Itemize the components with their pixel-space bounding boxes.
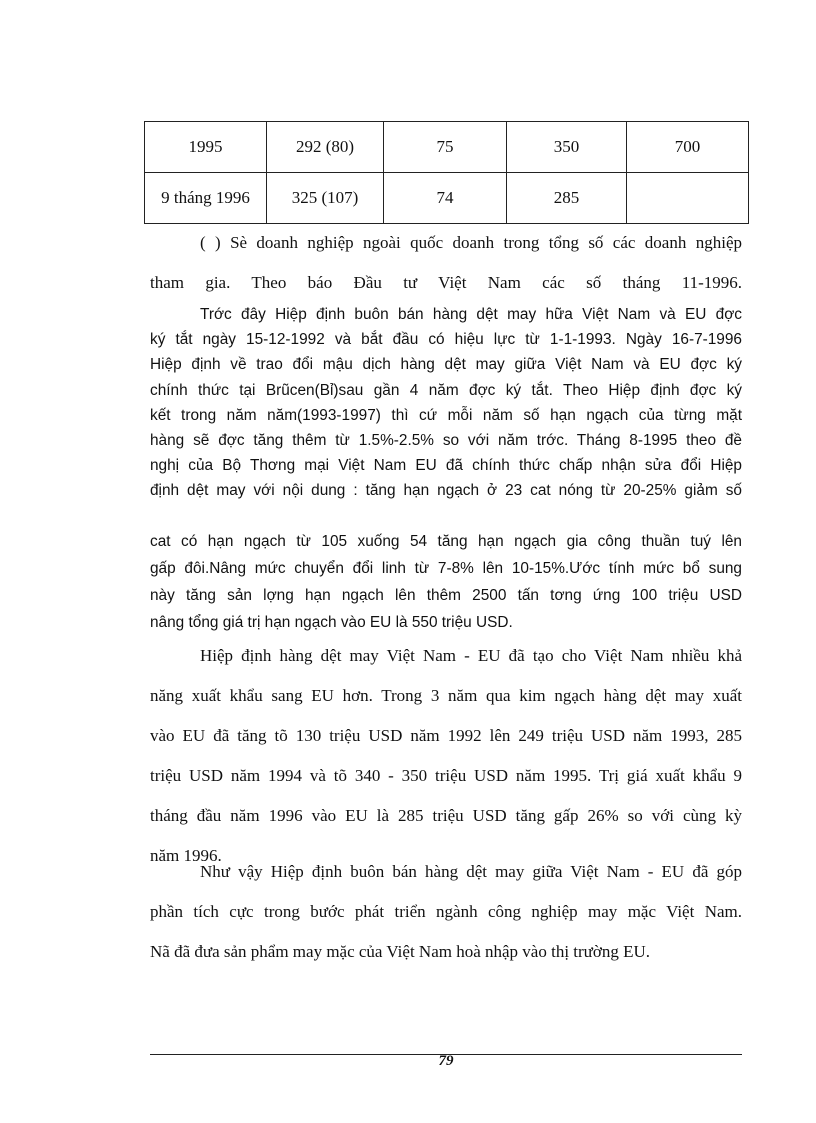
- text-line: ( ) Sè doanh nghiệp ngoài quốc doanh trong tổng số các doanh nghiệp: [200, 233, 742, 252]
- text-line: triệu USD năm 1994 và tõ 340 - 350 triệu USD năm 1995. Trị giá xuất khẩu 9: [150, 766, 742, 785]
- quota-changes-paragraph: [150, 528, 742, 636]
- text-line: Trớc đây Hiệp định buôn bán hàng dệt may hữa Việt Nam và EU đợc: [200, 306, 742, 323]
- text-line: tháng đầu năm 1996 vào EU là 285 triệu USD tăng gấp 26% so với cùng kỳ: [150, 806, 742, 825]
- export-growth-paragraph: [150, 636, 742, 876]
- table-cell: 325 (107): [267, 173, 384, 224]
- text-line: năng xuất khẩu sang EU hơn. Trong 3 năm qua kim ngạch hàng dệt may xuất: [150, 686, 742, 705]
- conclusion-paragraph: [150, 852, 742, 972]
- agreement-history-paragraph: [150, 302, 742, 504]
- text-line: gấp đôi.Nâng mức chuyển đổi linh từ 7-8% lên 10-15%.Ước tính mức bổ sung: [150, 560, 742, 577]
- table-row: [145, 122, 749, 173]
- text-line: hàng sẽ đợc tăng thêm từ 1.5%-2.5% so với năm trớc. Tháng 8-1995 theo đề: [150, 432, 742, 450]
- text-line: Hiệp định về trao đổi mậu dịch hàng dệt may giữa Việt Nam và EU đợc ký: [150, 356, 742, 374]
- text-line: định dệt may với nội dung : tăng hạn ngạch ở 23 cat nóng từ 20-25% giảm số: [150, 482, 742, 500]
- export-quota-table: [144, 121, 749, 224]
- text-line: nghị của Bộ Thơng mại Việt Nam EU đã chính thức chấp nhận sửa đổi Hiệp: [150, 457, 742, 475]
- table-cell: 74: [384, 173, 507, 224]
- text-line: năm 1996.: [150, 846, 222, 865]
- table-cell: [627, 173, 749, 224]
- table-row: [145, 173, 749, 224]
- text-line: chính thức tại Brũcen(Bỉ)sau gần 4 năm đợc ký tắt. Theo Hiệp định đợc ký: [150, 381, 742, 399]
- text-line: cat có hạn ngạch từ 105 xuống 54 tăng hạn ngạch gia công thuần tuý lên: [150, 533, 742, 550]
- page-number: 79: [438, 1053, 454, 1069]
- table-cell: 700: [627, 122, 749, 173]
- table-note: [150, 223, 742, 303]
- text-line: vào EU đã tăng tõ 130 triệu USD năm 1992 lên 249 triệu USD năm 1993, 285: [150, 726, 742, 745]
- table-cell: 292 (80): [267, 122, 384, 173]
- table-cell: 75: [384, 122, 507, 173]
- text-line: ký tắt ngày 15-12-1992 và bắt đầu có hiệu lực từ 1-1-1993. Ngày 16-7-1996: [150, 331, 742, 349]
- table-cell: 1995: [145, 122, 267, 173]
- table-cell: 9 tháng 1996: [145, 173, 267, 224]
- table-cell: 285: [507, 173, 627, 224]
- text-line: Nã đã đưa sản phẩm may mặc của Việt Nam hoà nhập vào thị trường EU.: [150, 942, 651, 961]
- text-line: phần tích cực trong bước phát triển ngành công nghiệp may mặc Việt Nam.: [150, 902, 742, 921]
- text-line: kết trong năm năm(1993-1997) thì cứ mỗi năm số hạn ngạch của từng mặt: [150, 406, 742, 424]
- text-line: tham gia. Theo báo Đầu tư Việt Nam các số tháng 11-1996.: [150, 273, 742, 292]
- text-line: này tăng sản lợng hạn ngạch lên thêm 2500 tấn tơng ứng 100 triệu USD: [150, 587, 742, 604]
- text-line: Hiệp định hàng dệt may Việt Nam - EU đã tạo cho Việt Nam nhiều khả: [200, 646, 742, 665]
- text-line: Như vậy Hiệp định buôn bán hàng dệt may giữa Việt Nam - EU đã góp: [200, 862, 742, 881]
- text-line: nâng tổng giá trị hạn ngạch vào EU là 550 triệu USD.: [150, 614, 513, 631]
- table-cell: 350: [507, 122, 627, 173]
